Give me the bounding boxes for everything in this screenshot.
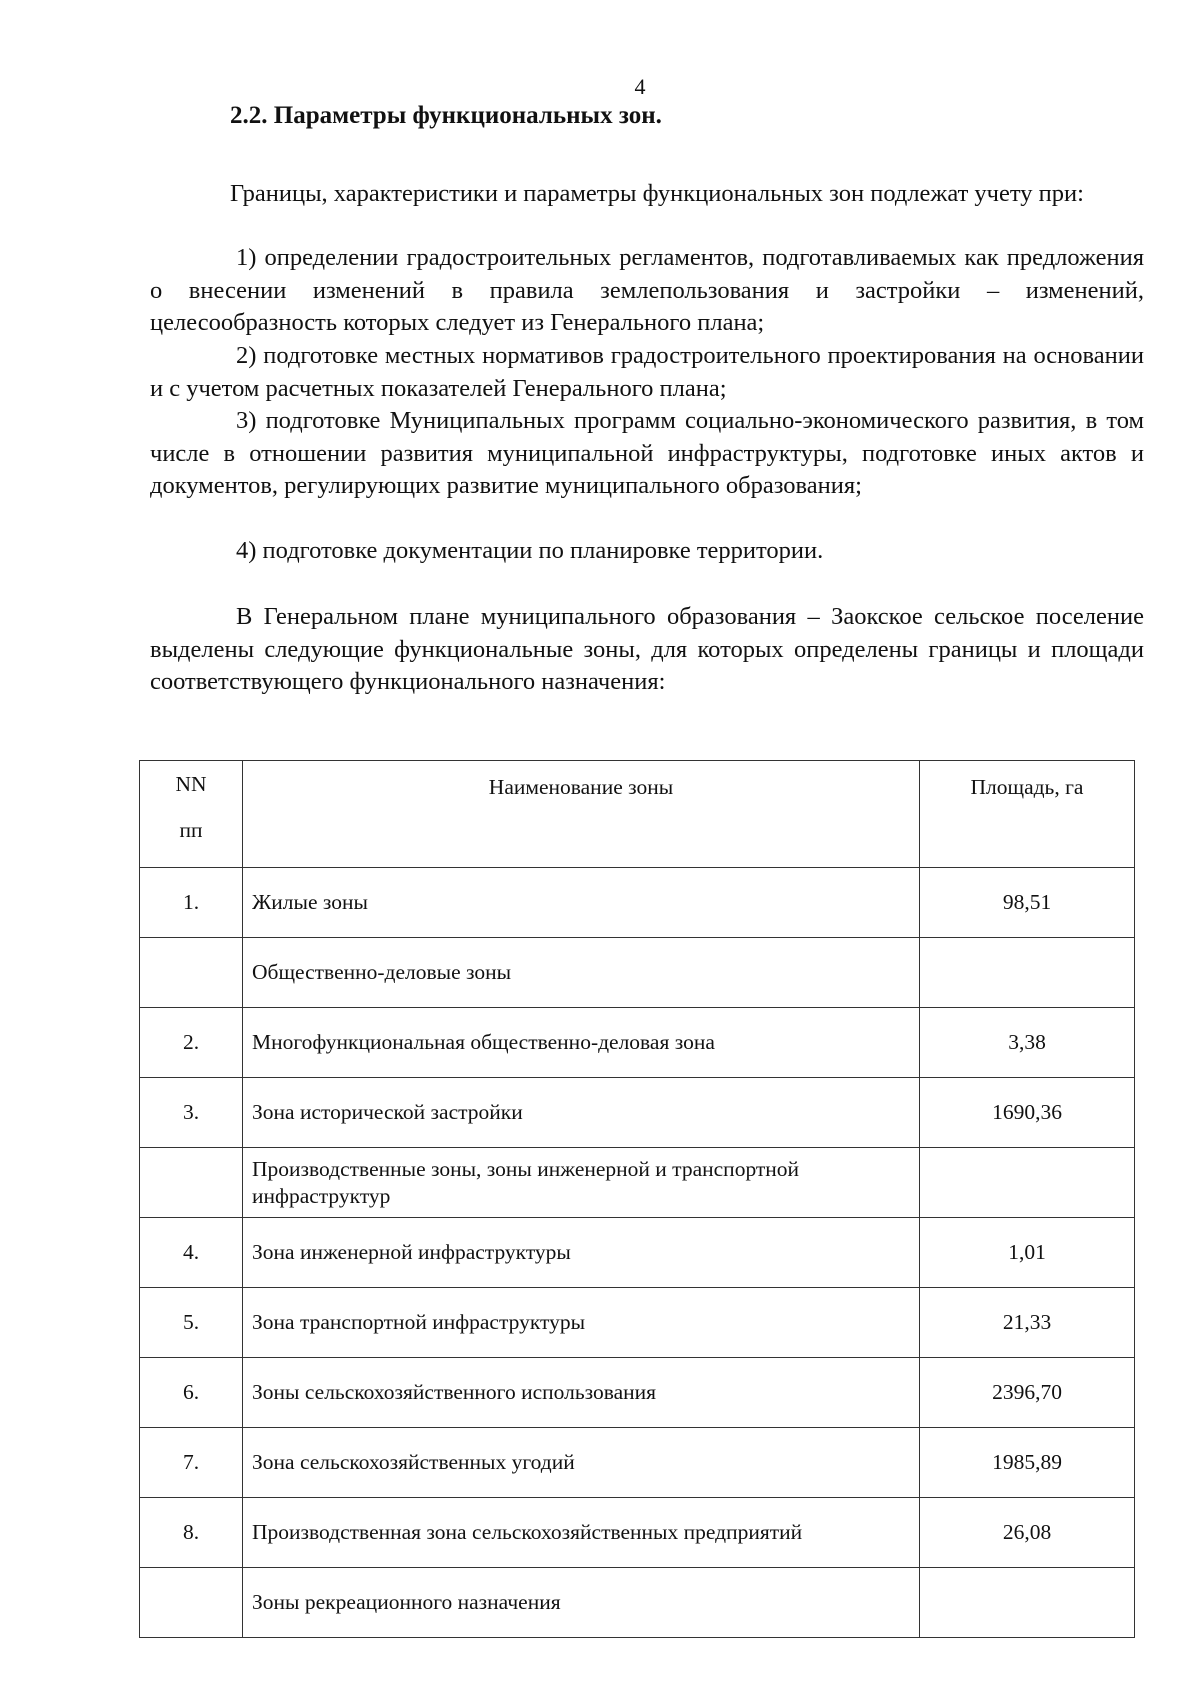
list-item: 4) подготовке документации по планировке территории. [236, 537, 824, 564]
header-number-line2: пп [179, 818, 203, 842]
list-item: 2) подготовке местных нормативов градостроительного проектирования на основании и с учетом расчетных показателей Генерального плана; [150, 342, 1144, 402]
row-area: 1985,89 [920, 1428, 1135, 1498]
row-number: 8. [140, 1498, 243, 1568]
header-number [140, 761, 243, 868]
row-area: 98,51 [920, 868, 1135, 938]
row-area [920, 1568, 1135, 1638]
table-row [140, 938, 1135, 1008]
list-item: 3) подготовке Муниципальных программ социально-экономического развития, в том числе в отношении развития муниципальной инфраструктуры, подготовке иных актов и документов, регулирующих развитие муниципального образования; [150, 407, 1144, 499]
row-name: Многофункциональная общественно-деловая зона [243, 1008, 920, 1078]
row-area [920, 938, 1135, 1008]
row-name: Зоны сельскохозяйственного использования [243, 1358, 920, 1428]
row-name: Зоны рекреационного назначения [243, 1568, 920, 1638]
table-header-row [140, 761, 1135, 868]
row-name: Производственные зоны, зоны инженерной и транспортной инфраструктур [243, 1148, 920, 1218]
row-number: 6. [140, 1358, 243, 1428]
row-number: 4. [140, 1218, 243, 1288]
header-area: Площадь, га [920, 761, 1135, 868]
table-row [140, 1078, 1135, 1148]
row-number: 5. [140, 1288, 243, 1358]
row-number: 1. [140, 868, 243, 938]
table-row [140, 1358, 1135, 1428]
row-area: 26,08 [920, 1498, 1135, 1568]
header-number-line1: NN [175, 772, 207, 796]
row-area: 2396,70 [920, 1358, 1135, 1428]
row-name: Зона инженерной инфраструктуры [243, 1218, 920, 1288]
table-row [140, 1568, 1135, 1638]
section-heading: 2.2. Параметры функциональных зон. [230, 102, 662, 129]
row-name: Зона сельскохозяйственных угодий [243, 1428, 920, 1498]
table-row [140, 1428, 1135, 1498]
row-number [140, 938, 243, 1008]
table-row [140, 1498, 1135, 1568]
row-name: Общественно-деловые зоны [243, 938, 920, 1008]
row-number: 3. [140, 1078, 243, 1148]
row-area [920, 1148, 1135, 1218]
row-number: 2. [140, 1008, 243, 1078]
header-name: Наименование зоны [243, 761, 920, 868]
list-item: 1) определении градостроительных регламентов, подготавливаемых как предложения о внесении изменений в правила землепользования и застройки – изменений, целесообразность которых следует из Генерального плана; [150, 244, 1144, 336]
lead-paragraph: В Генеральном плане муниципального образования – Заокское сельское поселение выделены следующие функциональные зоны, для которых определены границы и площади соответствующего функционального назначения: [150, 603, 1144, 695]
row-number [140, 1148, 243, 1218]
row-name: Зона транспортной инфраструктуры [243, 1288, 920, 1358]
zones-table [139, 760, 1135, 1638]
row-area: 1690,36 [920, 1078, 1135, 1148]
table-row [140, 1288, 1135, 1358]
table-row [140, 1148, 1135, 1218]
row-name: Жилые зоны [243, 868, 920, 938]
table-row [140, 868, 1135, 938]
row-area: 3,38 [920, 1008, 1135, 1078]
row-area: 1,01 [920, 1218, 1135, 1288]
page-number: 4 [634, 74, 646, 99]
row-number: 7. [140, 1428, 243, 1498]
row-name: Зона исторической застройки [243, 1078, 920, 1148]
row-name: Производственная зона сельскохозяйственных предприятий [243, 1498, 920, 1568]
table-row [140, 1218, 1135, 1288]
intro-paragraph: Границы, характеристики и параметры функциональных зон подлежат учету при: [230, 180, 1084, 207]
row-number [140, 1568, 243, 1638]
row-area: 21,33 [920, 1288, 1135, 1358]
table-row [140, 1008, 1135, 1078]
